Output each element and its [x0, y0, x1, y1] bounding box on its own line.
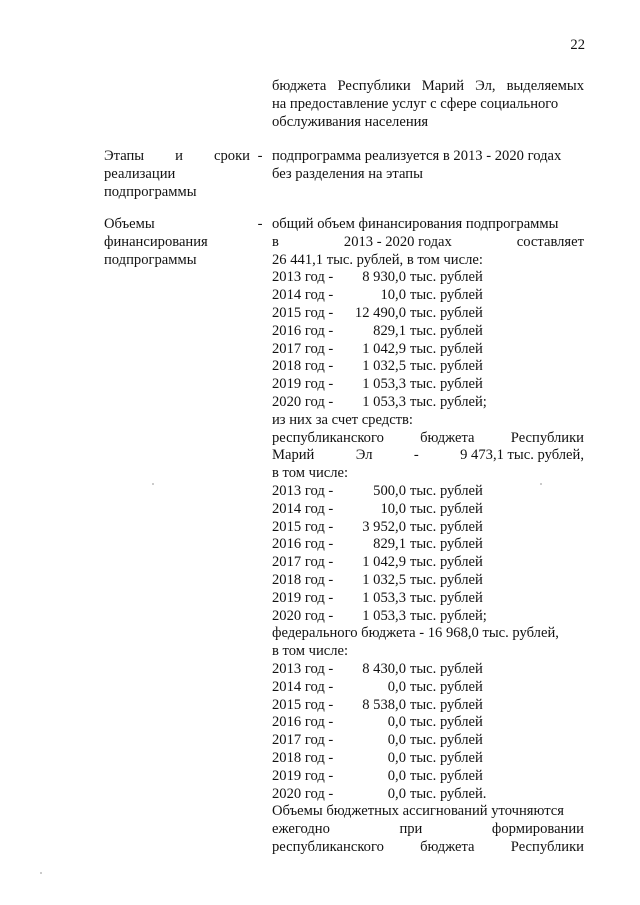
federal-by-year-list: [272, 661, 584, 803]
year-unit: тыс. рублей: [410, 358, 483, 375]
federal-incl: в том числе:: [272, 643, 349, 660]
year-unit: тыс. рублей;: [410, 607, 487, 624]
year-unit: тыс. рублей: [410, 482, 483, 499]
stages-line: подпрограмма реализуется в 2013 - 2020 годах: [272, 148, 562, 164]
year-label: 2019 год -: [272, 767, 334, 784]
intro-line: на предоставление услуг с сфере социального: [272, 95, 559, 112]
year-label: 2020 год -: [272, 607, 334, 624]
word: ежегодно: [272, 821, 330, 838]
word: -: [413, 447, 419, 464]
year-unit: тыс. рублей: [410, 554, 483, 571]
year-unit: тыс. рублей: [410, 536, 483, 553]
year-label: 2016 год -: [272, 322, 334, 339]
year-unit: тыс. рублей: [410, 589, 483, 606]
year-value: 1 042,9: [362, 554, 406, 571]
word: Марий: [272, 447, 315, 464]
word: в: [272, 233, 279, 250]
year-unit: тыс. рублей.: [410, 785, 487, 802]
year-unit: тыс. рублей: [410, 287, 483, 304]
year-label: 2017 год -: [272, 340, 334, 357]
stages-line: без разделения на этапы: [272, 165, 423, 182]
year-row: [272, 305, 584, 323]
year-row: [272, 608, 584, 626]
word: 2013 - 2020 годах: [343, 233, 452, 250]
year-value: 500,0: [373, 482, 406, 499]
year-row: [272, 661, 584, 679]
year-value: 1 032,5: [362, 571, 406, 588]
separator-dash: -: [257, 216, 263, 232]
intro-line: обслуживания населения: [272, 113, 429, 130]
year-unit: тыс. рублей: [410, 749, 483, 766]
year-row: [272, 483, 584, 501]
year-row: [272, 786, 584, 804]
sources-line: из них за счет средств:: [272, 411, 413, 428]
year-label: 2017 год -: [272, 732, 334, 749]
year-unit: тыс. рублей: [410, 696, 483, 713]
year-value: 8 930,0: [362, 269, 406, 286]
stages-label: [104, 148, 250, 201]
year-row: [272, 358, 584, 376]
year-value: 0,0: [387, 714, 406, 731]
word: бюджета: [420, 429, 475, 446]
year-value: 0,0: [387, 678, 406, 695]
year-label: 2013 год -: [272, 269, 334, 286]
word: бюджета: [420, 838, 475, 855]
year-unit: тыс. рублей: [410, 340, 483, 357]
year-label: 2019 год -: [272, 589, 334, 606]
year-value: 829,1: [373, 536, 406, 553]
year-row: [272, 714, 584, 732]
intro-line: бюджета Республики Марий Эл, выделяемых: [272, 78, 584, 94]
word: 9 473,1 тыс. рублей,: [460, 447, 584, 464]
year-value: 0,0: [387, 785, 406, 802]
year-row: [272, 750, 584, 768]
scan-speck: [40, 872, 42, 874]
year-label: 2013 год -: [272, 660, 334, 677]
year-label: 2014 год -: [272, 678, 334, 695]
year-unit: тыс. рублей: [410, 660, 483, 677]
year-row: [272, 323, 584, 341]
republic-budget-line: [272, 447, 584, 465]
year-unit: тыс. рублей: [410, 304, 483, 321]
label-word: сроки: [214, 148, 250, 164]
year-unit: тыс. рублей: [410, 678, 483, 695]
label-word: Этапы: [104, 148, 145, 164]
year-unit: тыс. рублей: [410, 714, 483, 731]
page-number: 22: [570, 37, 585, 53]
year-value: 1 053,3: [362, 393, 406, 410]
year-label: 2015 год -: [272, 696, 334, 713]
year-label: 2013 год -: [272, 482, 334, 499]
year-value: 10,0: [380, 287, 406, 304]
stages-text: [272, 148, 584, 184]
year-row: [272, 572, 584, 590]
year-label: 2014 год -: [272, 287, 334, 304]
year-value: 829,1: [373, 322, 406, 339]
year-value: 0,0: [387, 749, 406, 766]
year-row: [272, 341, 584, 359]
year-row: [272, 732, 584, 750]
closing-line: Объемы бюджетных ассигнований уточняются: [272, 803, 564, 820]
intro-text: [272, 78, 584, 131]
year-row: [272, 501, 584, 519]
closing-line: [272, 821, 584, 839]
year-value: 1 053,3: [362, 589, 406, 606]
financing-label-line: Объемы: [104, 216, 155, 232]
stages-label-line: реализации: [104, 165, 176, 182]
financing-total: 26 441,1 тыс. рублей, в том числе:: [272, 251, 483, 268]
year-unit: тыс. рублей: [410, 571, 483, 588]
year-row: [272, 554, 584, 572]
financing-text: [272, 216, 584, 857]
financing-label-line: подпрограммы: [104, 251, 197, 268]
year-label: 2014 год -: [272, 500, 334, 517]
year-label: 2018 год -: [272, 749, 334, 766]
word: при: [399, 821, 423, 838]
word: формировании: [491, 821, 584, 838]
year-label: 2015 год -: [272, 304, 334, 321]
year-value: 1 053,3: [362, 376, 406, 393]
year-row: [272, 376, 584, 394]
year-row: [272, 269, 584, 287]
year-value: 0,0: [387, 732, 406, 749]
year-label: 2016 год -: [272, 536, 334, 553]
year-unit: тыс. рублей: [410, 732, 483, 749]
year-unit: тыс. рублей: [410, 500, 483, 517]
word: Республики: [510, 838, 584, 855]
year-unit: тыс. рублей: [410, 376, 483, 393]
year-label: 2018 год -: [272, 571, 334, 588]
financing-heading: [272, 234, 584, 252]
year-label: 2018 год -: [272, 358, 334, 375]
label-word: и: [175, 148, 183, 164]
year-row: [272, 679, 584, 697]
year-value: 8 430,0: [362, 660, 406, 677]
year-label: 2019 год -: [272, 376, 334, 393]
year-row: [272, 536, 584, 554]
year-unit: тыс. рублей;: [410, 393, 487, 410]
word: республиканского: [272, 838, 384, 855]
scan-speck: [540, 483, 542, 485]
year-row: [272, 519, 584, 537]
word: Эл: [355, 447, 373, 464]
year-row: [272, 590, 584, 608]
stages-label-line: подпрограммы: [104, 183, 197, 200]
scan-speck: [152, 483, 154, 485]
year-value: 10,0: [380, 500, 406, 517]
year-value: 1 042,9: [362, 340, 406, 357]
republic-incl: в том числе:: [272, 465, 349, 482]
year-value: 12 490,0: [354, 304, 406, 321]
year-unit: тыс. рублей: [410, 518, 483, 535]
closing-line: [272, 839, 584, 857]
federal-budget-line: федерального бюджета - 16 968,0 тыс. рублей,: [272, 625, 559, 642]
year-value: 0,0: [387, 767, 406, 784]
republic-by-year-list: [272, 483, 584, 625]
word: республиканского: [272, 429, 384, 446]
year-value: 1 053,3: [362, 607, 406, 624]
separator-dash: -: [257, 148, 263, 164]
total-by-year-list: [272, 269, 584, 411]
year-unit: тыс. рублей: [410, 269, 483, 286]
year-label: 2015 год -: [272, 518, 334, 535]
word: Республики: [510, 429, 584, 446]
republic-budget-line: [272, 430, 584, 448]
year-row: [272, 287, 584, 305]
word: составляет: [516, 233, 584, 250]
financing-label: [104, 216, 250, 269]
year-label: 2017 год -: [272, 554, 334, 571]
year-row: [272, 697, 584, 715]
year-unit: тыс. рублей: [410, 767, 483, 784]
financing-label-line: финансирования: [104, 233, 208, 250]
year-label: 2020 год -: [272, 393, 334, 410]
stages-label-line: [104, 148, 250, 166]
financing-heading: общий объем финансирования подпрограммы: [272, 216, 559, 232]
year-label: 2020 год -: [272, 785, 334, 802]
year-row: [272, 394, 584, 412]
year-value: 3 952,0: [362, 518, 406, 535]
year-value: 1 032,5: [362, 358, 406, 375]
year-label: 2016 год -: [272, 714, 334, 731]
year-value: 8 538,0: [362, 696, 406, 713]
year-row: [272, 768, 584, 786]
year-unit: тыс. рублей: [410, 322, 483, 339]
